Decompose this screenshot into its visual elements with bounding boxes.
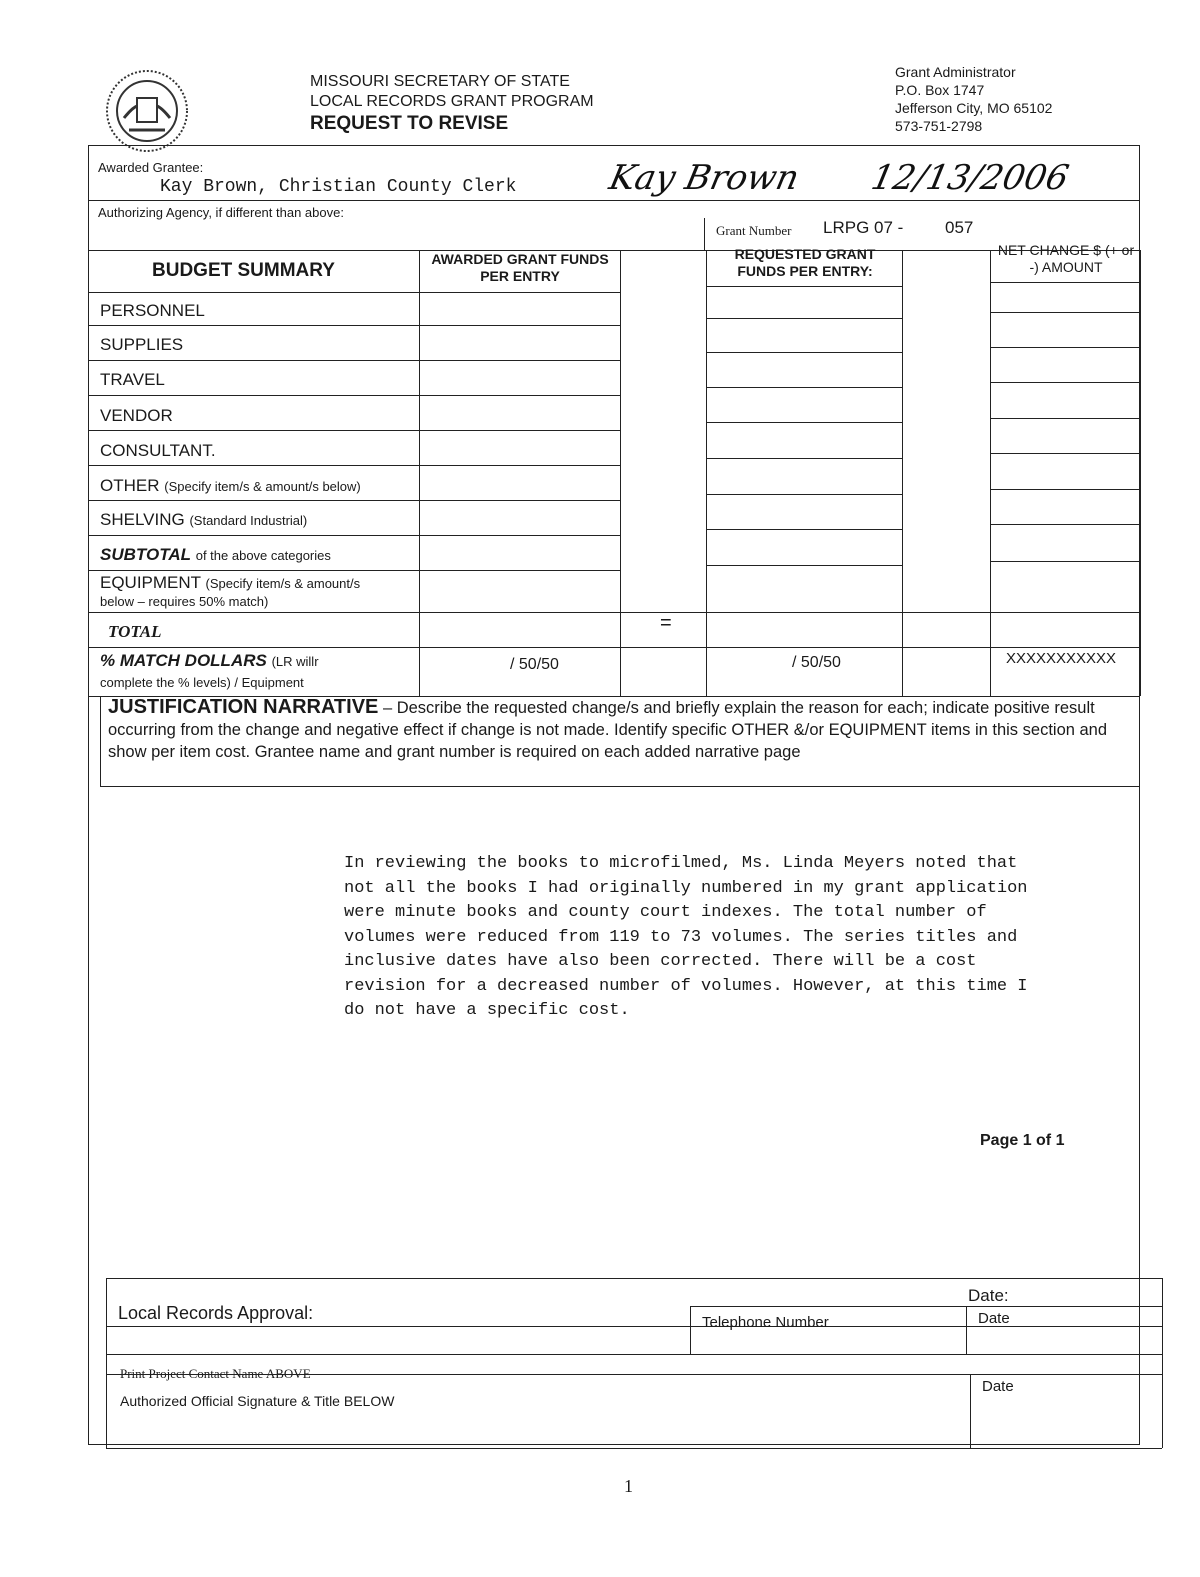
- row-shelving: [100, 510, 307, 530]
- row-match-dollars: [100, 651, 319, 693]
- row-consultant: [100, 441, 216, 461]
- telephone-date-label: Date: [978, 1310, 1010, 1327]
- form-header: [310, 72, 594, 134]
- grant-number-value: 057: [945, 218, 974, 237]
- admin-line: Jefferson City, MO 65102: [895, 100, 1053, 116]
- row-label: SHELVING: [100, 510, 185, 529]
- row-sublabel: below – requires 50% match): [100, 594, 269, 609]
- grant-administrator-address: [895, 63, 1052, 135]
- equals-sign: =: [660, 612, 672, 634]
- row-label: EQUIPMENT: [100, 573, 201, 592]
- match-awarded-value: / 50/50: [510, 656, 559, 673]
- row-label: CONSULTANT.: [100, 441, 216, 460]
- authorized-official-label: Authorized Official Signature & Title BELOW: [120, 1393, 395, 1409]
- page-number: 1: [624, 1476, 633, 1496]
- grant-number-prefix: LRPG 07 -: [823, 218, 904, 237]
- row-subtotal: [100, 545, 331, 565]
- admin-line: Grant Administrator: [895, 64, 1016, 80]
- row-supplies: [100, 335, 183, 355]
- match-requested-value: / 50/50: [792, 654, 841, 671]
- page-count: Page 1 of 1: [980, 1132, 1065, 1149]
- row-sublabel: (Specify item/s & amount/s: [205, 576, 361, 591]
- grant-number-label: Grant Number: [716, 223, 792, 238]
- row-label: % MATCH DOLLARS: [100, 651, 267, 670]
- row-travel: [100, 370, 165, 390]
- row-label: VENDOR: [100, 406, 173, 425]
- match-net-value: XXXXXXXXXXX: [1006, 650, 1117, 667]
- budget-summary-heading: BUDGET SUMMARY: [152, 260, 335, 281]
- justification-instructions: [108, 696, 1138, 763]
- row-label: PERSONNEL: [100, 301, 205, 320]
- row-sublabel: of the above categories: [195, 548, 331, 563]
- row-total: TOTAL: [108, 622, 162, 641]
- signature-date: 12/13/2006: [867, 158, 1073, 198]
- row-label: SUBTOTAL: [100, 545, 191, 564]
- row-sublabel: complete the % levels) / Equipment: [100, 675, 304, 690]
- official-date-label: Date: [982, 1378, 1014, 1395]
- header-line-1: MISSOURI SECRETARY OF STATE: [310, 73, 570, 90]
- header-line-2: LOCAL RECORDS GRANT PROGRAM: [310, 93, 594, 110]
- admin-line: 573-751-2798: [895, 118, 983, 134]
- form-title: REQUEST TO REVISE: [310, 113, 509, 134]
- row-personnel: [100, 301, 205, 321]
- grantee-signature: Kay Brown: [605, 158, 803, 198]
- approval-date-label: Date:: [968, 1286, 1009, 1305]
- row-equipment: [100, 574, 360, 610]
- awarded-grantee-label: Awarded Grantee:: [98, 160, 204, 175]
- print-contact-label: Print Project Contact Name ABOVE: [120, 1366, 311, 1381]
- row-other: [100, 476, 361, 496]
- net-change-heading: NET CHANGE $ (+ or -) AMOUNT: [997, 242, 1135, 275]
- justification-text: – Describe the requested change/s and briefly explain the reason for each; indicate positive result occurring from the change and negative effect if change is not made. Identify specific OTHER &/or EQUIPMENT items in this section and show per item cost. Grantee name and grant number is required on each added narrative page: [108, 699, 1108, 761]
- row-label: OTHER: [100, 476, 160, 495]
- requested-grant-heading: REQUESTED GRANT FUNDS PER ENTRY:: [734, 246, 876, 279]
- justification-narrative: In reviewing the books to microfilmed, Ms. Linda Meyers noted that not all the books I had originally numbered in my grant application were minute books and county court indexes. The total number of volumes were reduced from 119 to 73 volumes. The series titles and inclusive dates have also been corrected. There will be a cost revision for a decreased number of volumes. However, at this time I do not have a specific cost.: [344, 854, 1028, 1020]
- row-sublabel: (LR willr: [271, 654, 319, 669]
- justification-heading: JUSTIFICATION NARRATIVE: [108, 696, 379, 718]
- row-vendor: [100, 406, 173, 426]
- local-records-approval-label: Local Records Approval:: [118, 1303, 314, 1323]
- row-label: TRAVEL: [100, 370, 165, 389]
- row-sublabel: (Standard Industrial): [189, 513, 308, 528]
- row-sublabel: (Specify item/s & amount/s below): [164, 479, 361, 494]
- awarded-grant-heading: AWARDED GRANT FUNDS PER ENTRY: [431, 251, 609, 284]
- row-label: SUPPLIES: [100, 335, 184, 354]
- authorizing-agency-label: Authorizing Agency, if different than above:: [98, 205, 344, 220]
- form-frame: [88, 145, 1140, 1445]
- missouri-seal-icon: [104, 68, 190, 154]
- admin-line: P.O. Box 1747: [895, 82, 985, 98]
- awarded-grantee-value: Kay Brown, Christian County Clerk: [160, 177, 517, 197]
- telephone-number-label: Telephone Number: [702, 1314, 829, 1331]
